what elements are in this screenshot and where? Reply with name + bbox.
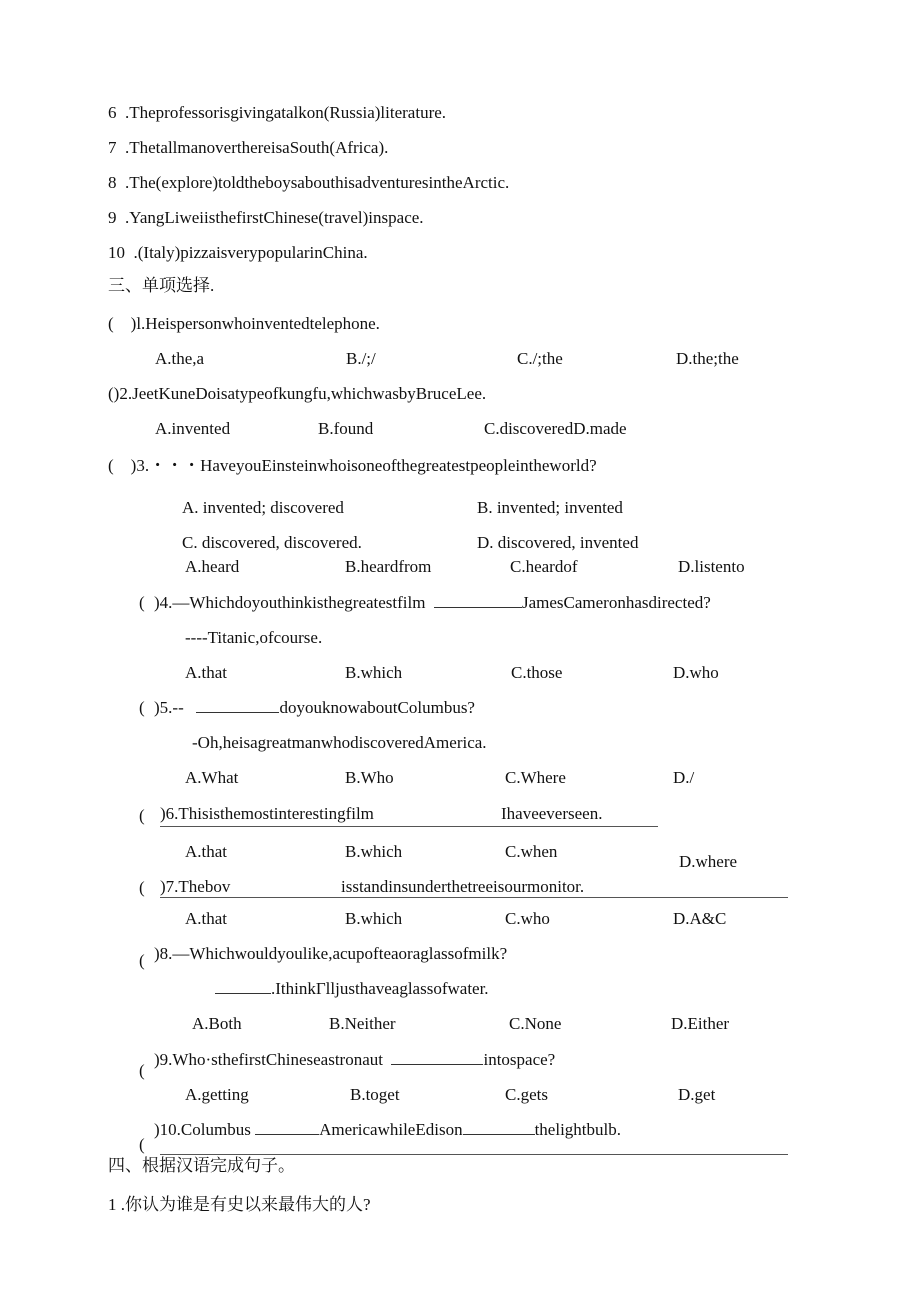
option: D.where xyxy=(679,852,738,871)
option: A.Both xyxy=(192,1014,242,1033)
fill-in-item xyxy=(108,173,509,193)
question-5 xyxy=(154,698,475,718)
fill-in-item xyxy=(108,138,388,158)
option: B./;/ xyxy=(346,349,376,368)
option: C.gets xyxy=(505,1085,548,1104)
question-text: Ihaveeverseen. xyxy=(501,804,603,823)
question-text: thelightbulb. xyxy=(534,1120,621,1139)
option: D.get xyxy=(678,1085,716,1104)
question-text: doyouknowaboutColumbus? xyxy=(279,698,475,717)
question-4 xyxy=(154,593,711,613)
answer-paren: ( xyxy=(139,1061,145,1080)
question-2: ()2.JeetKuneDoisatypeofkungfu,whichwasbyBruceLee. xyxy=(108,384,487,403)
option: A.that xyxy=(185,663,228,682)
answer-blank[interactable] xyxy=(255,1120,319,1135)
question-text: )10.Columbus xyxy=(154,1120,251,1139)
option: B.Who xyxy=(345,768,394,787)
answer-paren: ( xyxy=(139,1135,145,1154)
fill-in-item xyxy=(108,103,446,123)
answer-line: -Oh,heisagreatmanwhodiscoveredAmerica. xyxy=(192,733,487,752)
answer-blank[interactable] xyxy=(434,593,522,608)
question-text: JamesCameronhasdirected? xyxy=(521,593,711,612)
option: B.Neither xyxy=(329,1014,396,1033)
option: C.Where xyxy=(505,768,566,787)
answer-paren: ( xyxy=(139,806,145,825)
answer-paren: ( xyxy=(139,698,145,717)
answer-paren: ( xyxy=(139,878,145,897)
option: A.What xyxy=(185,768,239,787)
question-1 xyxy=(108,314,380,334)
question-10 xyxy=(154,1120,621,1140)
item-number: 7 xyxy=(108,138,117,157)
option: C.discoveredD.made xyxy=(484,419,627,438)
option: B.which xyxy=(345,842,403,861)
option: A. invented; discovered xyxy=(182,498,344,517)
fill-in-item xyxy=(108,243,368,263)
option: D. discovered, invented xyxy=(477,533,639,552)
option: B.toget xyxy=(350,1085,400,1104)
question-text: isstandinsunderthetreeisourmonitor. xyxy=(341,877,585,896)
option: B.found xyxy=(318,419,374,438)
option: C.None xyxy=(509,1014,562,1033)
answer-blank[interactable] xyxy=(391,1050,483,1065)
option: B.heardfrom xyxy=(345,557,432,576)
underline xyxy=(160,897,788,898)
item-text: .The(explore)toldtheboysabouthisadventuresintheArctic. xyxy=(125,173,510,192)
option: A.getting xyxy=(185,1085,249,1104)
answer-blank[interactable] xyxy=(215,979,271,994)
question-text: )9.Who·sthefirstChineseastronaut xyxy=(154,1050,383,1069)
item-number: 9 xyxy=(108,208,117,227)
option: A.that xyxy=(185,842,228,861)
underline xyxy=(160,1154,788,1155)
question-text: )3.・・・HaveyouEinsteinwhoisoneofthegreatestpeopleintheworld? xyxy=(130,456,597,475)
item-text: .ThetallmanoverthereisaSouth(Africa). xyxy=(125,138,389,157)
answer-line xyxy=(215,979,489,999)
section-title: 四、根据汉语完成句子。 xyxy=(108,1156,295,1175)
option: C. discovered, discovered. xyxy=(182,533,362,552)
answer-blank[interactable] xyxy=(196,698,279,713)
question-7: )7.Thebov xyxy=(160,877,231,896)
option: B. invented; invented xyxy=(477,498,623,517)
option: D.A&C xyxy=(673,909,727,928)
option: D.who xyxy=(673,663,719,682)
question-9 xyxy=(154,1050,555,1070)
answer-paren: ( xyxy=(108,456,114,475)
option: C.heardof xyxy=(510,557,578,576)
item-number: 8 xyxy=(108,173,117,192)
question-text: intospace? xyxy=(483,1050,556,1069)
item-text: .(Italy)pizzaisverypopularinChina. xyxy=(133,243,368,262)
section-title: 三、单项选择. xyxy=(108,276,215,295)
item-text: .Theprofessorisgivingatalkon(Russia)literature. xyxy=(125,103,447,122)
answer-line: ----Titanic,ofcourse. xyxy=(185,628,323,647)
option: B.which xyxy=(345,909,403,928)
underline xyxy=(160,826,658,827)
answer-paren: ( xyxy=(108,314,114,333)
item-text: .你认为谁是有史以来最伟大的人? xyxy=(120,1195,371,1214)
option: C.those xyxy=(511,663,563,682)
question-text: )4.—Whichdoyouthinkisthegreatestfilm xyxy=(154,593,426,612)
question-6: )6.Thisisthemostinterestingfilm xyxy=(160,804,374,823)
option: A.that xyxy=(185,909,228,928)
item-number: 1 xyxy=(108,1195,117,1214)
option: C./;the xyxy=(517,349,563,368)
option: D./ xyxy=(673,768,695,787)
option: D.the;the xyxy=(676,349,739,368)
question-text: )5.-- xyxy=(154,698,184,717)
item-number: 6 xyxy=(108,103,117,122)
question-text: )l.Heispersonwhoinventedtelephone. xyxy=(130,314,380,333)
question-3 xyxy=(108,456,597,476)
option: C.who xyxy=(505,909,550,928)
fill-in-item xyxy=(108,208,424,228)
answer-paren: ( xyxy=(139,951,145,970)
option: A.heard xyxy=(185,557,240,576)
option: B.which xyxy=(345,663,403,682)
answer-paren: ( xyxy=(139,593,145,612)
option: C.when xyxy=(505,842,558,861)
option: A.the,a xyxy=(155,349,205,368)
question-8: )8.—Whichwouldyoulike,acupofteaoraglassofmilk? xyxy=(154,944,508,963)
item-text: .YangLiweiisthefirstChinese(travel)inspace. xyxy=(125,208,424,227)
item-number: 10 xyxy=(108,243,125,262)
answer-blank[interactable] xyxy=(463,1120,535,1135)
translate-item xyxy=(108,1195,371,1215)
option: D.listento xyxy=(678,557,745,576)
option: D.Either xyxy=(671,1014,730,1033)
answer-text: .IthinkΓlljusthaveaglassofwater. xyxy=(271,979,489,998)
question-text: AmericawhileEdison xyxy=(319,1120,463,1139)
option: A.invented xyxy=(155,419,231,438)
